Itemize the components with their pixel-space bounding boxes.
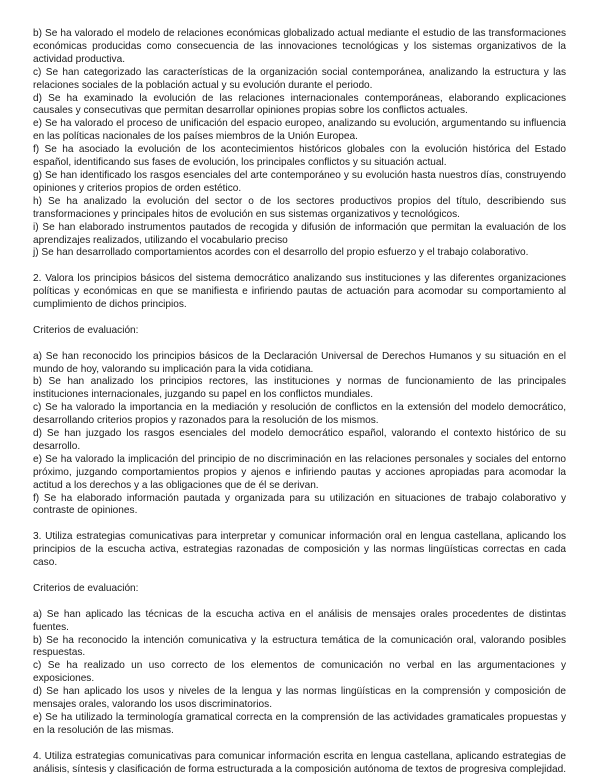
criterion-3c: c) Se ha realizado un uso correcto de los elementos de comunicación no verbal en las argumentaciones y exposiciones. <box>33 660 566 685</box>
criterion-1j: j) Se han desarrollado comportamientos acordes con el desarrollo del propio esfuerzo y el trabajo colaborativo. <box>33 247 529 259</box>
criterion-2c: c) Se ha valorado la importancia en la mediación y resolución de conflictos en la extensión del modelo democrático, desarrollando criterios propios y razonados para la resolución de los mismos. <box>33 402 566 427</box>
criterion-2b: b) Se han analizado los principios rectores, las instituciones y normas de funcionamiento de las principales instituciones internacionales, juzgando su papel en los conflictos mundiales. <box>33 376 566 401</box>
criterion-3a: a) Se han aplicado las técnicas de la escucha activa en el análisis de mensajes orales procedentes de distintas fuentes. <box>33 608 566 633</box>
criteria-list-section-2 <box>33 351 566 519</box>
criterion-1e: e) Se ha valorado el proceso de unificación del espacio europeo, analizando su evolución, argumentando su influencia en las políticas nacionales de los países miembros de la Unión Europea. <box>33 118 566 143</box>
criterion-1i: i) Se han elaborado instrumentos pautados de recogida y difusión de información que permitan la evaluación de los aprendizajes realizados, utilizando el vocabulario preciso <box>33 221 566 246</box>
spacer <box>33 596 566 609</box>
criteria-label-3: Criterios de evaluación: <box>33 582 139 594</box>
criterion-2d: d) Se han juzgado los rasgos esenciales del modelo democrático español, valorando el contexto histórico de su desarrollo. <box>33 428 566 452</box>
spacer <box>33 338 566 351</box>
criterion-3d: d) Se han aplicado los usos y niveles de la lengua y las normas lingüísticas en la comprensión y composición de mensajes orales, valorando los usos discriminatorios. <box>33 686 566 711</box>
spacer <box>33 260 566 273</box>
criterion-2a: a) Se han reconocido los principios básicos de la Declaración Universal de Derechos Humanos y su situación en el mundo de hoy, valorando su implicación para la vida cotidiana. <box>33 350 566 375</box>
spacer <box>33 312 566 325</box>
spacer <box>33 518 566 531</box>
criterion-1d: d) Se ha examinado la evolución de las relaciones internacionales contemporáneas, elaborando explicaciones causales y consecutivas que permitan desarrollar opiniones propias sobre los conflictos actuales. <box>33 92 566 117</box>
criterion-1h: h) Se ha analizado la evolución del sector o de los sectores productivos propios del título, describiendo sus transformaciones y principales hitos de evolución en sus sistemas organizativos y tecnológicos. <box>33 195 566 220</box>
criterion-1f: f) Se ha asociado la evolución de los acontecimientos históricos globales con la evolución histórica del Estado español, identificando sus fases de evolución, los principales conflictos y su situación actual. <box>33 144 566 169</box>
criteria-label-2: Criterios de evaluación: <box>33 324 139 336</box>
learning-outcome-3: 3. Utiliza estrategias comunicativas para interpretar y comunicar información oral en lengua castellana, aplicando los principios de la escucha activa, estrategias razonadas de composición y las normas lingüísticas correctas en cada caso. <box>33 531 566 569</box>
criteria-list-section-3 <box>33 609 566 738</box>
criterion-2e: e) Se ha valorado la implicación del principio de no discriminación en las relaciones personales y sociales del entorno próximo, juzgando comportamientos propios y ajenos e infiriendo pautas y acciones apropiadas para acomodar la actitud a los derechos y a las obligaciones que de él se derivan. <box>33 453 566 491</box>
criterion-2f: f) Se ha elaborado información pautada y organizada para su utilización en situaciones de trabajo colaborativo y contraste de opiniones. <box>33 492 566 517</box>
criterion-3e: e) Se ha utilizado la terminología gramatical correcta en la comprensión de las actividades gramaticales propuestas y en la resolución de las mismas. <box>33 711 566 736</box>
criterion-1c: c) Se han categorizado las características de la organización social contemporánea, analizando la estructura y las relaciones sociales de la población actual y su evolución durante el periodo. <box>33 66 566 91</box>
criteria-list-section-1 <box>33 28 566 260</box>
spacer <box>33 738 566 751</box>
document-page <box>33 28 566 776</box>
criterion-1g: g) Se han identificado los rasgos esenciales del arte contemporáneo y su evolución hasta nuestros días, construyendo opiniones y criterios propios de orden estético. <box>33 169 566 194</box>
learning-outcome-4: 4. Utiliza estrategias comunicativas para comunicar información escrita en lengua castellana, aplicando estrategias de análisis, síntesis y clasificación de forma estructurada a la composición autónoma de textos de progresiva complejidad. <box>33 750 566 775</box>
criterion-1b: b) Se ha valorado el modelo de relaciones económicas globalizado actual mediante el estudio de las transformaciones económicas producidas como consecuencia de las innovaciones tecnológicas y los sistemas organizativos de la actividad productiva. <box>33 28 566 65</box>
learning-outcome-2: 2. Valora los principios básicos del sistema democrático analizando sus instituciones y las diferentes organizaciones políticas y económicas en que se manifiesta e infiriendo pautas de actuación para acomodar su comportamiento al cumplimiento de dichos principios. <box>33 273 566 311</box>
spacer <box>33 570 566 583</box>
criterion-3b: b) Se ha reconocido la intención comunicativa y la estructura temática de la comunicación oral, valorando posibles respuestas. <box>33 634 566 659</box>
